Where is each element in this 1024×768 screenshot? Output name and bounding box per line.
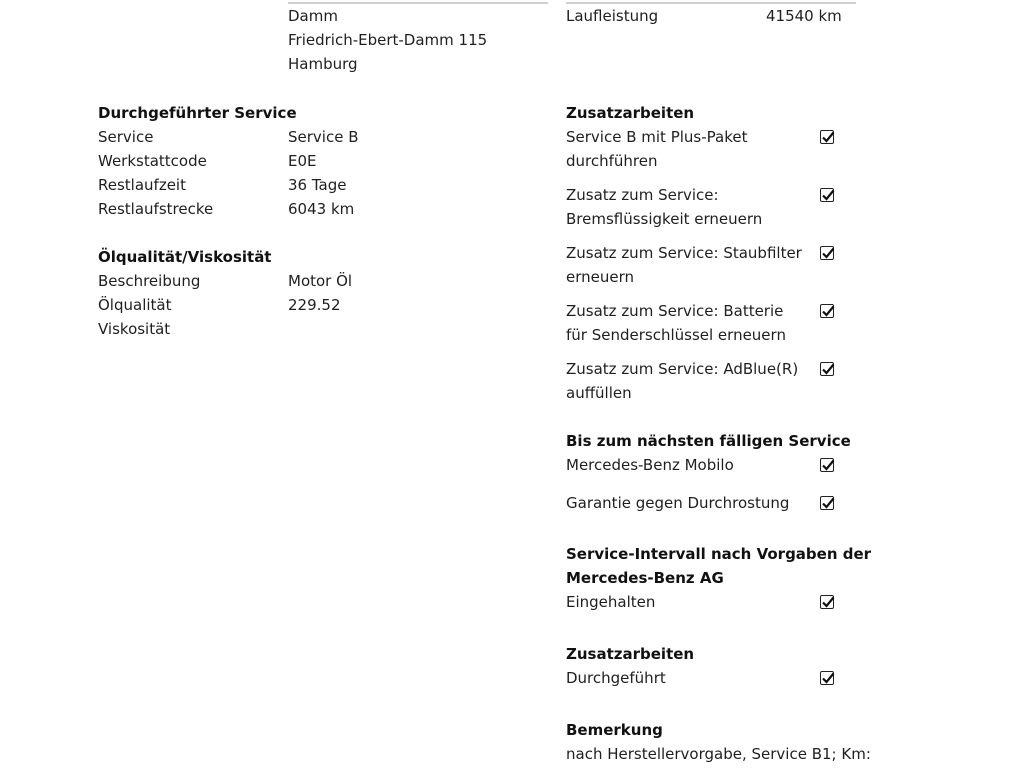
- interval-heading-line-1: Service-Intervall nach Vorgaben der: [566, 545, 872, 563]
- extra-work-item-5-checkbox[interactable]: [820, 362, 834, 376]
- mileage-value: 41540 km: [766, 7, 842, 25]
- remaining-time-value: 36 Tage: [288, 176, 347, 194]
- next-service-heading: Bis zum nächsten fälligen Service: [566, 432, 851, 450]
- workshop-code-label: Werkstattcode: [98, 152, 207, 170]
- mileage-label: Laufleistung: [566, 7, 659, 25]
- oil-quality-label: Ölqualität: [98, 296, 172, 314]
- oil-description-value: Motor Öl: [288, 272, 353, 290]
- extra-work-item-5-line-1: Zusatz zum Service: AdBlue(R): [566, 360, 799, 378]
- extra-work-item-4-line-2: für Senderschlüssel erneuern: [566, 326, 786, 344]
- checkmark-icon: [820, 495, 836, 511]
- extra-work-item-1-line-1: Service B mit Plus-Paket: [566, 128, 748, 146]
- rust-warranty-checkbox[interactable]: [820, 496, 834, 510]
- service-label: Service: [98, 128, 154, 146]
- interval-kept-checkbox[interactable]: [820, 595, 834, 609]
- extra-work-item-3-line-2: erneuern: [566, 268, 635, 286]
- remaining-distance-value: 6043 km: [288, 200, 355, 218]
- extra-work-heading: Zusatzarbeiten: [566, 104, 695, 122]
- oil-quality-value: 229.52: [288, 296, 341, 314]
- checkmark-icon: [820, 303, 836, 319]
- checkmark-icon: [820, 457, 836, 473]
- extra-work-item-2-line-1: Zusatz zum Service:: [566, 186, 719, 204]
- workshop-code-value: E0E: [288, 152, 317, 170]
- service-heading: Durchgeführter Service: [98, 104, 297, 122]
- address-line-3: Hamburg: [288, 55, 358, 73]
- remaining-time-label: Restlaufzeit: [98, 176, 186, 194]
- extra-work-item-1-line-2: durchführen: [566, 152, 658, 170]
- extra-work-2-done-label: Durchgeführt: [566, 669, 666, 687]
- remark-text: nach Herstellervorgabe, Service B1; Km:: [566, 745, 871, 763]
- address-line-1: Damm: [288, 7, 338, 25]
- extra-work-item-3-checkbox[interactable]: [820, 246, 834, 260]
- oil-description-label: Beschreibung: [98, 272, 201, 290]
- service-value: Service B: [288, 128, 359, 146]
- remark-heading: Bemerkung: [566, 721, 663, 739]
- extra-work-item-2-line-2: Bremsflüssigkeit erneuern: [566, 210, 763, 228]
- checkmark-icon: [820, 187, 836, 203]
- viscosity-label: Viskosität: [98, 320, 171, 338]
- extra-work-item-5-line-2: auffüllen: [566, 384, 632, 402]
- extra-work-2-heading: Zusatzarbeiten: [566, 645, 695, 663]
- rust-warranty-label: Garantie gegen Durchrostung: [566, 494, 790, 512]
- checkmark-icon: [820, 129, 836, 145]
- extra-work-item-3-line-1: Zusatz zum Service: Staubfilter: [566, 244, 802, 262]
- checkmark-icon: [820, 594, 836, 610]
- extra-work-item-1-checkbox[interactable]: [820, 130, 834, 144]
- remaining-distance-label: Restlaufstrecke: [98, 200, 214, 218]
- extra-work-item-4-line-1: Zusatz zum Service: Batterie: [566, 302, 784, 320]
- extra-work-2-done-checkbox[interactable]: [820, 671, 834, 685]
- interval-heading-line-2: Mercedes-Benz AG: [566, 569, 724, 587]
- mobilo-label: Mercedes-Benz Mobilo: [566, 456, 734, 474]
- checkmark-icon: [820, 670, 836, 686]
- mobilo-checkbox[interactable]: [820, 458, 834, 472]
- extra-work-item-4-checkbox[interactable]: [820, 304, 834, 318]
- checkmark-icon: [820, 361, 836, 377]
- extra-work-item-2-checkbox[interactable]: [820, 188, 834, 202]
- address-line-2: Friedrich-Ebert-Damm 115: [288, 31, 488, 49]
- interval-kept-label: Eingehalten: [566, 593, 656, 611]
- oil-heading: Ölqualität/Viskosität: [98, 248, 272, 266]
- checkmark-icon: [820, 245, 836, 261]
